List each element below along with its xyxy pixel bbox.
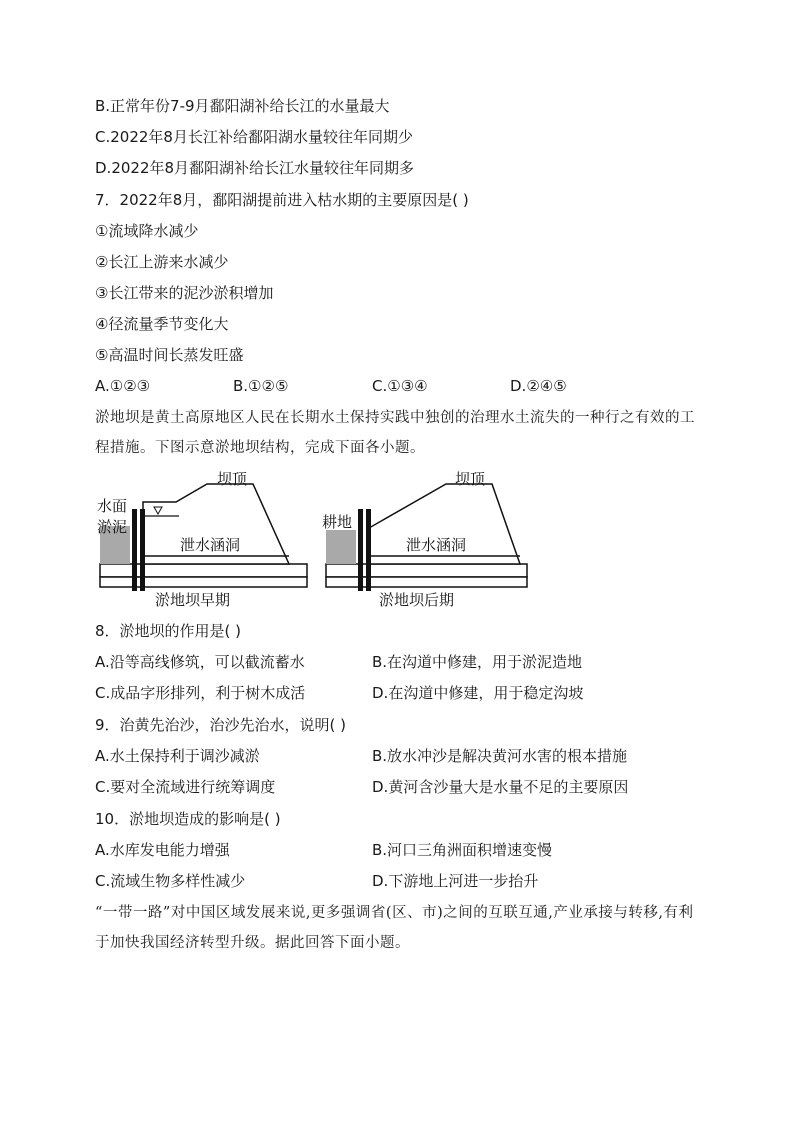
diagram-late-stage	[322, 470, 527, 609]
q6-option-c: C.2022年8月长江补给鄱阳湖水量较往年同期少	[95, 128, 413, 146]
q8-option-b: B.在沟道中修建，用于淤泥造地	[372, 653, 583, 671]
q8-stem: 8．淤地坝的作用是( )	[95, 622, 242, 640]
label-dam-top-left: 坝顶	[217, 470, 248, 488]
q7-option-d: D.②④⑤	[510, 377, 567, 395]
q10-stem: 10．淤地坝造成的影响是( )	[95, 810, 281, 828]
q6-option-b: B.正常年份7-9月鄱阳湖补给长江的水量最大	[95, 97, 390, 115]
dam-base	[100, 564, 307, 577]
passage-belt-road: “一带一路”对中国区域发展来说,更多强调省(区、市)之间的互联互通,产业承接与转移,有利于加快我国经济转型升级。据此回答下面小题。	[95, 905, 694, 951]
silt-dam-figure	[95, 464, 535, 614]
q9-stem: 9．治黄先治沙，治沙先治水，说明( )	[95, 716, 347, 734]
q7-item-5: ⑤高温时间长蒸发旺盛	[95, 346, 244, 364]
q7-item-3: ③长江带来的泥沙淤积增加	[95, 284, 274, 302]
q10-option-d: D.下游地上河进一步抬升	[372, 872, 539, 890]
q7-option-c: C.①③④	[372, 377, 428, 395]
riser-tower-front-late	[358, 509, 363, 591]
q10-option-c: C.流域生物多样性减少	[95, 872, 246, 890]
q7-stem: 7．2022年8月，鄱阳湖提前进入枯水期的主要原因是( )	[95, 191, 469, 209]
q7-option-a: A.①②③	[95, 377, 151, 395]
q8-option-a: A.沿等高线修筑，可以截流蓄水	[95, 653, 305, 671]
q9-option-d: D.黄河含沙量大是水量不足的主要原因	[372, 778, 629, 796]
label-culvert-right: 泄水涵洞	[406, 536, 467, 554]
label-dam-top-right: 坝顶	[455, 470, 486, 488]
q10-option-a: A.水库发电能力增强	[95, 841, 230, 859]
dam-base-late	[326, 564, 527, 577]
riser-tower-back	[140, 509, 145, 591]
label-silt: 淤泥	[97, 518, 128, 536]
q6-option-d: D.2022年8月鄱阳湖补给长江水量较往年同期多	[95, 159, 415, 177]
q9-option-a: A.水土保持利于调沙减淤	[95, 747, 260, 765]
label-culvert-left: 泄水涵洞	[180, 536, 241, 554]
diagram-early-stage	[97, 470, 307, 609]
dam-foundation-late	[326, 577, 527, 587]
label-farmland: 耕地	[322, 513, 353, 531]
caption-early: 淤地坝早期	[155, 591, 231, 609]
dam-foundation	[100, 577, 307, 587]
passage-silt-dam: 淤地坝是黄土高原地区人民在长期水土保持实践中独创的治理水土流失的一种行之有效的工程措施。下图示意淤地坝结构，完成下面各小题。	[95, 410, 695, 456]
q7-option-b: B.①②⑤	[233, 377, 289, 395]
label-water-surface: 水面	[97, 497, 128, 515]
q9-option-c: C.要对全流域进行统筹调度	[95, 778, 276, 796]
q9-option-b: B.放水冲沙是解决黄河水害的根本措施	[372, 747, 628, 765]
riser-tower-front	[132, 509, 137, 591]
q7-item-2: ②长江上游来水减少	[95, 253, 229, 271]
riser-tower-back-late	[366, 509, 371, 591]
q7-item-4: ④径流量季节变化大	[95, 315, 229, 333]
caption-late: 淤地坝后期	[379, 591, 455, 609]
q7-item-1: ①流域降水减少	[95, 222, 199, 240]
q8-option-c: C.成品字形排列，利于树木成活	[95, 684, 306, 702]
q10-option-b: B.河口三角洲面积增速变慢	[372, 841, 553, 859]
farmland-fill	[326, 530, 356, 564]
q8-option-d: D.在沟道中修建，用于稳定沟坡	[372, 684, 584, 702]
